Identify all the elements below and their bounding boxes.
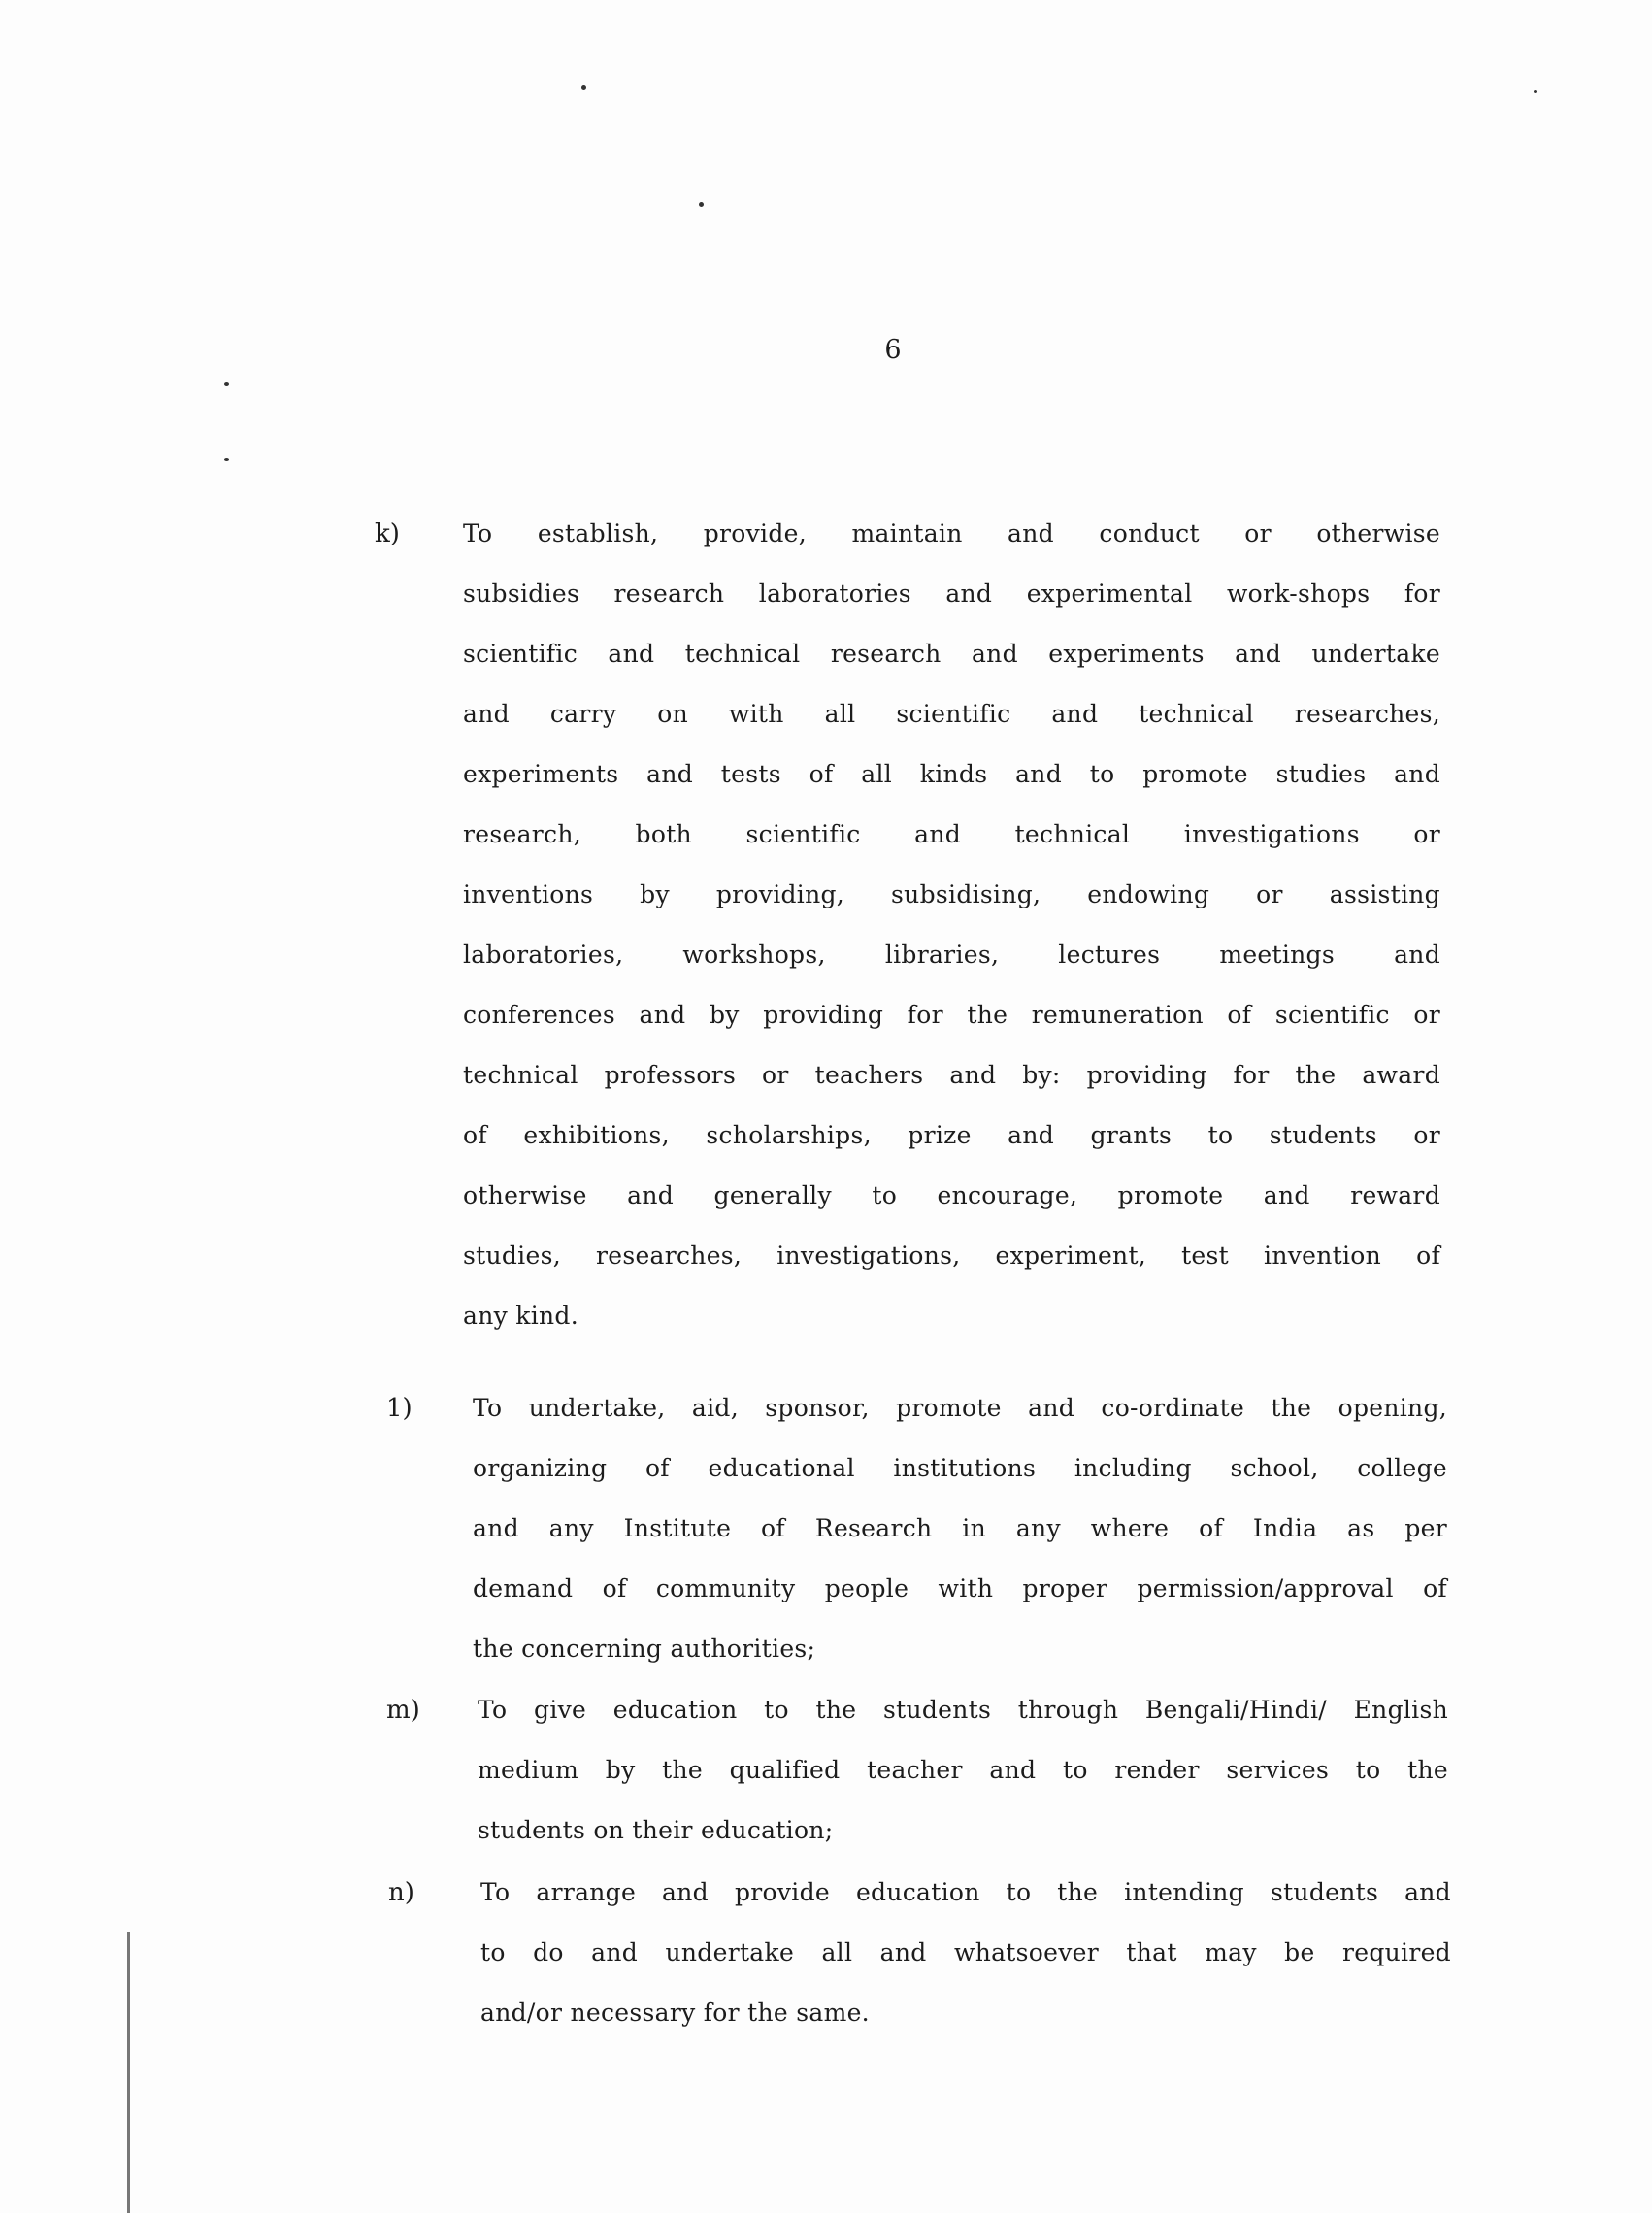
scan-speck (1534, 90, 1537, 93)
text-line: experiments and tests of all kinds and to promote studies and (463, 760, 1440, 788)
text-line: demand of community people with proper permission/approval of (473, 1574, 1447, 1602)
clause-label: n) (388, 1878, 414, 1907)
text-line: To undertake, aid, sponsor, promote and co-ordinate the opening, (473, 1394, 1447, 1422)
text-line: the concerning authorities; (473, 1635, 816, 1663)
text-line: any kind. (463, 1302, 578, 1330)
text-line: studies, researches, investigations, experiment, test invention of (463, 1241, 1440, 1270)
clause-label: 1) (386, 1394, 413, 1423)
text-line: and carry on with all scientific and technical researches, (463, 700, 1440, 728)
text-line: To establish, provide, maintain and conduct or otherwise (463, 519, 1440, 547)
text-line: scientific and technical research and experiments and undertake (463, 640, 1440, 668)
text-line: of exhibitions, scholarships, prize and grants to students or (463, 1121, 1440, 1149)
text-line: laboratories, workshops, libraries, lectures meetings and (463, 941, 1440, 969)
binding-edge-mark (127, 1932, 130, 2213)
text-line: organizing of educational institutions including school, college (473, 1454, 1447, 1482)
text-line: medium by the qualified teacher and to render services to the (478, 1756, 1448, 1784)
text-line: To arrange and provide education to the intending students and (480, 1878, 1451, 1906)
text-line: and/or necessary for the same. (480, 1998, 870, 2027)
scan-speck (224, 458, 229, 461)
text-line: inventions by providing, subsidising, endowing or assisting (463, 880, 1440, 908)
scan-speck (224, 382, 229, 386)
text-line: otherwise and generally to encourage, promote and reward (463, 1181, 1440, 1209)
page-number: 6 (884, 335, 902, 365)
text-line: technical professors or teachers and by: providing for the award (463, 1061, 1440, 1089)
text-line: research, both scientific and technical investigations or (463, 820, 1440, 848)
text-line: to do and undertake all and whatsoever that may be required (480, 1938, 1451, 1966)
scan-speck (581, 85, 586, 90)
text-line: subsidies research laboratories and experimental work-shops for (463, 579, 1440, 608)
clause-label: m) (386, 1696, 420, 1725)
text-line: and any Institute of Research in any where of India as per (473, 1514, 1447, 1542)
text-line: To give education to the students through Bengali/Hindi/ English (478, 1696, 1448, 1724)
text-line: students on their education; (478, 1816, 834, 1844)
scan-speck (699, 202, 704, 207)
text-line: conferences and by providing for the remuneration of scientific or (463, 1001, 1440, 1029)
clause-label: k) (375, 519, 400, 548)
